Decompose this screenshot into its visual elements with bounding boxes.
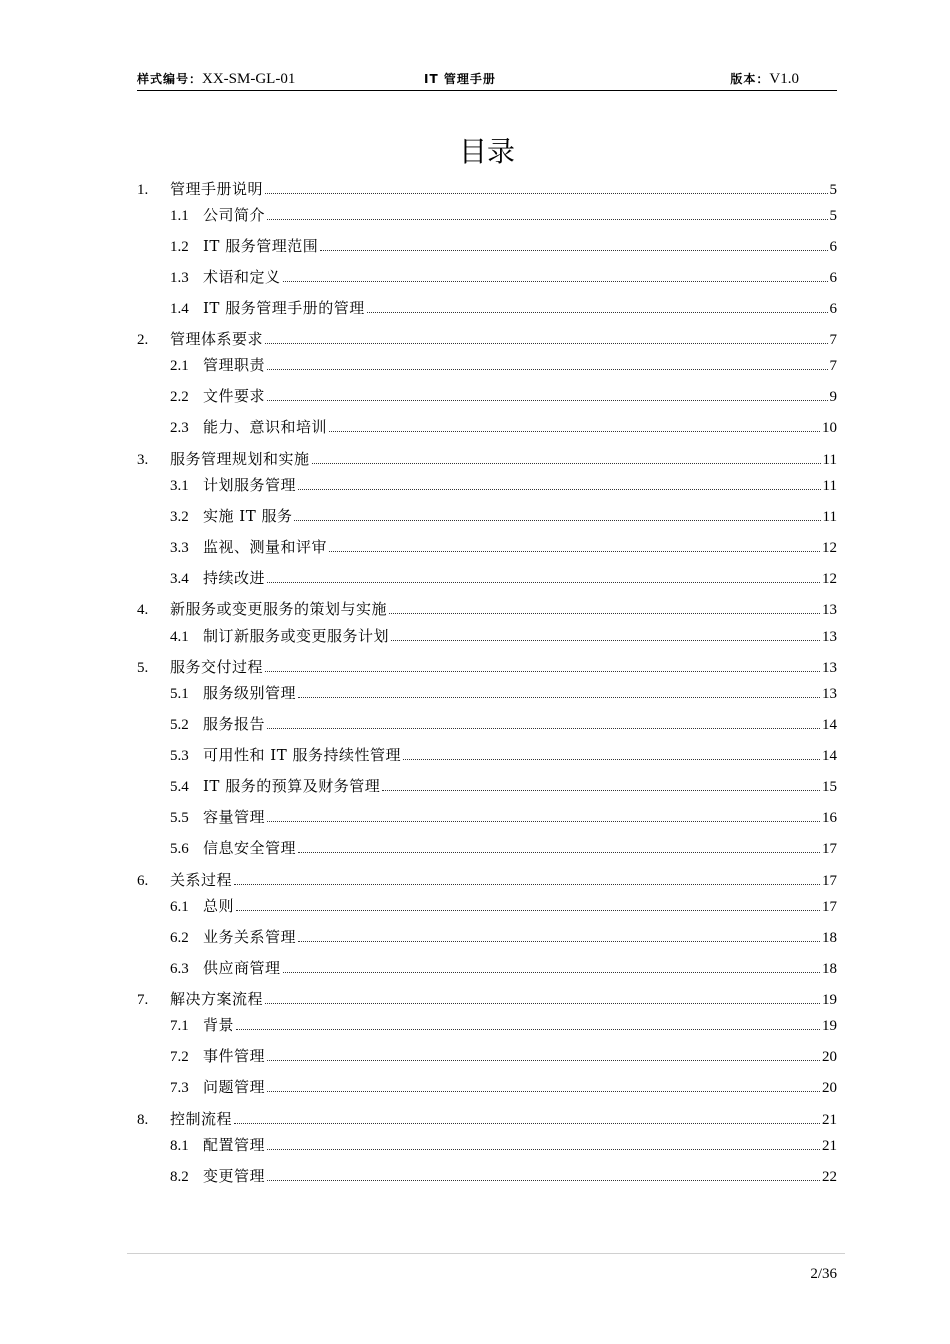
toc-entry-title: 控制流程 <box>170 1110 233 1128</box>
version-value: V1.0 <box>769 71 799 87</box>
toc-entry[interactable] <box>170 1014 837 1034</box>
dot-leader <box>294 519 820 521</box>
toc-entry[interactable] <box>170 235 837 255</box>
toc-entry-number: 8.1 <box>170 1138 189 1154</box>
toc-entry-title: 变更管理 <box>203 1167 266 1185</box>
toc-entry-number: 1.1 <box>170 208 189 224</box>
toc-entry[interactable] <box>170 1076 837 1096</box>
dot-leader <box>329 550 820 552</box>
toc-entry[interactable] <box>170 1134 837 1154</box>
toc-entry-title: 制订新服务或变更服务计划 <box>203 627 390 645</box>
toc-entry-number: 4. <box>137 602 149 618</box>
toc-entry-page: 14 <box>822 717 837 733</box>
toc-entry-page: 11 <box>822 509 837 525</box>
toc-entry-number: 6.2 <box>170 930 189 946</box>
dot-leader <box>267 399 827 401</box>
toc-entry-page: 6 <box>829 270 837 286</box>
toc-entry-page: 13 <box>822 629 837 645</box>
dot-leader <box>267 1059 820 1061</box>
toc-entry-number: 1.2 <box>170 239 189 255</box>
footer-divider <box>127 1253 845 1254</box>
toc-entry-title: 配置管理 <box>203 1136 266 1154</box>
toc-entry[interactable] <box>137 988 837 1008</box>
toc-entry-title: 管理手册说明 <box>170 180 264 198</box>
toc-entry-number: 2.3 <box>170 420 189 436</box>
dot-leader <box>403 758 820 760</box>
dot-leader <box>267 1179 820 1181</box>
toc-entry-page: 10 <box>822 420 837 436</box>
toc-entry[interactable] <box>170 567 837 587</box>
toc-entry[interactable] <box>170 505 837 525</box>
toc-entry-title: 业务关系管理 <box>203 928 297 946</box>
toc-entry-title: 可用性和 IT 服务持续性管理 <box>203 746 401 764</box>
toc-entry[interactable] <box>170 625 837 645</box>
toc-entry[interactable] <box>170 354 837 374</box>
dot-leader <box>389 612 820 614</box>
dot-leader <box>298 696 820 698</box>
toc-entry-title: 术语和定义 <box>203 268 281 286</box>
toc-entry-title: 供应商管理 <box>203 959 281 977</box>
toc-entry[interactable] <box>170 957 837 977</box>
dot-leader <box>298 940 820 942</box>
toc-entry-number: 6.1 <box>170 899 189 915</box>
toc-entry-title: 服务报告 <box>203 715 266 733</box>
toc-title: 目录 <box>458 135 515 168</box>
toc-entry-page: 13 <box>822 602 837 618</box>
toc-entry[interactable] <box>137 598 837 618</box>
toc-entry-title: 服务管理规划和实施 <box>170 450 310 468</box>
toc-entry-page: 16 <box>822 810 837 826</box>
toc-entry-title: 信息安全管理 <box>203 839 297 857</box>
toc-entry-title: 实施 IT 服务 <box>203 507 293 525</box>
toc-entry-number: 5.3 <box>170 748 189 764</box>
toc-entry-number: 5.4 <box>170 779 189 795</box>
toc-entry-number: 7. <box>137 992 149 1008</box>
toc-entry-title: 管理体系要求 <box>170 330 264 348</box>
dot-leader <box>367 311 828 313</box>
toc-entry-number: 1.4 <box>170 301 189 317</box>
toc-entry[interactable] <box>170 416 837 436</box>
dot-leader <box>267 1148 820 1150</box>
dot-leader <box>265 192 827 194</box>
toc-entry-page: 18 <box>822 961 837 977</box>
toc-entry[interactable] <box>170 385 837 405</box>
dot-leader <box>391 639 820 641</box>
toc-entry-page: 17 <box>822 841 837 857</box>
dot-leader <box>234 1122 820 1124</box>
toc-entry[interactable] <box>170 474 837 494</box>
toc-entry-page: 18 <box>822 930 837 946</box>
style-code-value: XX-SM-GL-01 <box>202 71 296 87</box>
toc-entry-number: 7.2 <box>170 1049 189 1065</box>
toc-entry-number: 3.3 <box>170 540 189 556</box>
dot-leader <box>267 727 820 729</box>
toc-entry-page: 14 <box>822 748 837 764</box>
toc-entry-page: 20 <box>822 1049 837 1065</box>
toc-entry-title: 服务级别管理 <box>203 684 297 702</box>
toc-entry-number: 5.6 <box>170 841 189 857</box>
version-label: 版本： <box>730 72 770 86</box>
toc-entry-number: 3.2 <box>170 509 189 525</box>
dot-leader <box>312 462 821 464</box>
toc-entry-page: 17 <box>822 873 837 889</box>
toc-entry-number: 7.1 <box>170 1018 189 1034</box>
dot-leader <box>265 670 820 672</box>
toc-entry[interactable] <box>170 895 837 915</box>
toc-entry-title: 解决方案流程 <box>170 990 264 1008</box>
toc-entry[interactable] <box>137 869 837 889</box>
toc-entry-page: 11 <box>822 478 837 494</box>
dot-leader <box>267 581 820 583</box>
toc-entry-page: 20 <box>822 1080 837 1096</box>
toc-entry-title: 新服务或变更服务的策划与实施 <box>170 600 388 618</box>
toc-entry-title: 事件管理 <box>203 1047 266 1065</box>
toc-entry-title: IT 服务的预算及财务管理 <box>203 777 381 795</box>
toc-entry[interactable] <box>170 744 837 764</box>
toc-entry-number: 3. <box>137 452 149 468</box>
toc-entry-title: 计划服务管理 <box>203 476 297 494</box>
toc-entry-page: 5 <box>829 182 837 198</box>
toc-entry[interactable] <box>170 775 837 795</box>
toc-entry-title: 容量管理 <box>203 808 266 826</box>
dot-leader <box>267 1090 820 1092</box>
dot-leader <box>298 851 820 853</box>
toc-entry-title: IT 服务管理范围 <box>203 237 319 255</box>
page-header <box>137 70 837 91</box>
toc-entry-number: 1.3 <box>170 270 189 286</box>
style-code-label: 样式编号： <box>137 72 203 86</box>
toc-entry-page: 7 <box>829 358 837 374</box>
dot-leader <box>329 430 820 432</box>
toc-entry-page: 21 <box>822 1138 837 1154</box>
toc-entry-number: 3.1 <box>170 478 189 494</box>
toc-entry[interactable] <box>137 1108 837 1128</box>
toc-entry-title: 问题管理 <box>203 1078 266 1096</box>
toc-entry-title: IT 服务管理手册的管理 <box>203 299 365 317</box>
toc-entry-number: 6.3 <box>170 961 189 977</box>
toc-entry-page: 6 <box>829 239 837 255</box>
toc-entry-page: 21 <box>822 1112 837 1128</box>
toc-entry[interactable] <box>170 682 837 702</box>
toc-entry-page: 13 <box>822 660 837 676</box>
toc-entry-number: 3.4 <box>170 571 189 587</box>
dot-leader <box>298 488 821 490</box>
toc-entry-number: 7.3 <box>170 1080 189 1096</box>
dot-leader <box>267 218 827 220</box>
toc-entry-title: 服务交付过程 <box>170 658 264 676</box>
toc-entry-title: 总则 <box>203 897 235 915</box>
dot-leader <box>234 883 820 885</box>
dot-leader <box>267 368 827 370</box>
toc-entry[interactable] <box>170 837 837 857</box>
toc-entry-number: 2.1 <box>170 358 189 374</box>
page-indicator: 2/36 <box>810 1266 837 1282</box>
toc-entry-number: 4.1 <box>170 629 189 645</box>
toc-entry[interactable] <box>137 178 837 198</box>
toc-entry-title: 能力、意识和培训 <box>203 418 328 436</box>
toc-entry-page: 12 <box>822 571 837 587</box>
toc-entry-title: 管理职责 <box>203 356 266 374</box>
toc-entry[interactable] <box>137 328 837 348</box>
toc-entry-number: 8.2 <box>170 1169 189 1185</box>
toc-entry-page: 19 <box>822 992 837 1008</box>
toc-entry-page: 13 <box>822 686 837 702</box>
toc-entry[interactable] <box>170 204 837 224</box>
toc-entry-page: 19 <box>822 1018 837 1034</box>
toc-entry[interactable] <box>170 713 837 733</box>
dot-leader <box>265 342 827 344</box>
toc-entry[interactable] <box>137 448 837 468</box>
toc-entry-page: 11 <box>822 452 837 468</box>
dot-leader <box>267 820 820 822</box>
toc-entry-number: 2.2 <box>170 389 189 405</box>
toc-entry-number: 5.1 <box>170 686 189 702</box>
toc-entry-title: 背景 <box>203 1016 235 1034</box>
toc-entry[interactable] <box>170 297 837 317</box>
dot-leader <box>382 789 820 791</box>
toc-entry[interactable] <box>170 806 837 826</box>
toc-entry-page: 7 <box>829 332 837 348</box>
toc-entry-page: 17 <box>822 899 837 915</box>
toc-entry[interactable] <box>170 1045 837 1065</box>
document-title <box>424 70 496 87</box>
document-title-text: IT 管理手册 <box>424 72 496 86</box>
toc-entry-number: 6. <box>137 873 149 889</box>
toc-entry-title: 文件要求 <box>203 387 266 405</box>
toc-entry[interactable] <box>137 656 837 676</box>
toc-entry[interactable] <box>170 536 837 556</box>
toc-entry-page: 15 <box>822 779 837 795</box>
toc-entry-number: 8. <box>137 1112 149 1128</box>
dot-leader <box>320 249 827 251</box>
toc-entry-title: 关系过程 <box>170 871 233 889</box>
version <box>730 70 799 88</box>
toc-entry-number: 2. <box>137 332 149 348</box>
dot-leader <box>236 909 820 911</box>
dot-leader <box>283 280 828 282</box>
toc-entry[interactable] <box>170 1165 837 1185</box>
toc-entry-number: 1. <box>137 182 149 198</box>
style-code <box>137 70 295 88</box>
dot-leader <box>283 971 820 973</box>
dot-leader <box>236 1028 820 1030</box>
toc-entry-title: 持续改进 <box>203 569 266 587</box>
toc-entry-title: 监视、测量和评审 <box>203 538 328 556</box>
toc-entry[interactable] <box>170 926 837 946</box>
toc-entry-page: 6 <box>829 301 837 317</box>
toc-entry-title: 公司简介 <box>203 206 266 224</box>
toc-entry-page: 22 <box>822 1169 837 1185</box>
toc-entry-number: 5. <box>137 660 149 676</box>
dot-leader <box>265 1002 820 1004</box>
toc-entry-page: 12 <box>822 540 837 556</box>
toc-entry-number: 5.2 <box>170 717 189 733</box>
toc-entry-page: 9 <box>829 389 837 405</box>
toc-entry[interactable] <box>170 266 837 286</box>
toc-entry-page: 5 <box>829 208 837 224</box>
toc-entry-number: 5.5 <box>170 810 189 826</box>
